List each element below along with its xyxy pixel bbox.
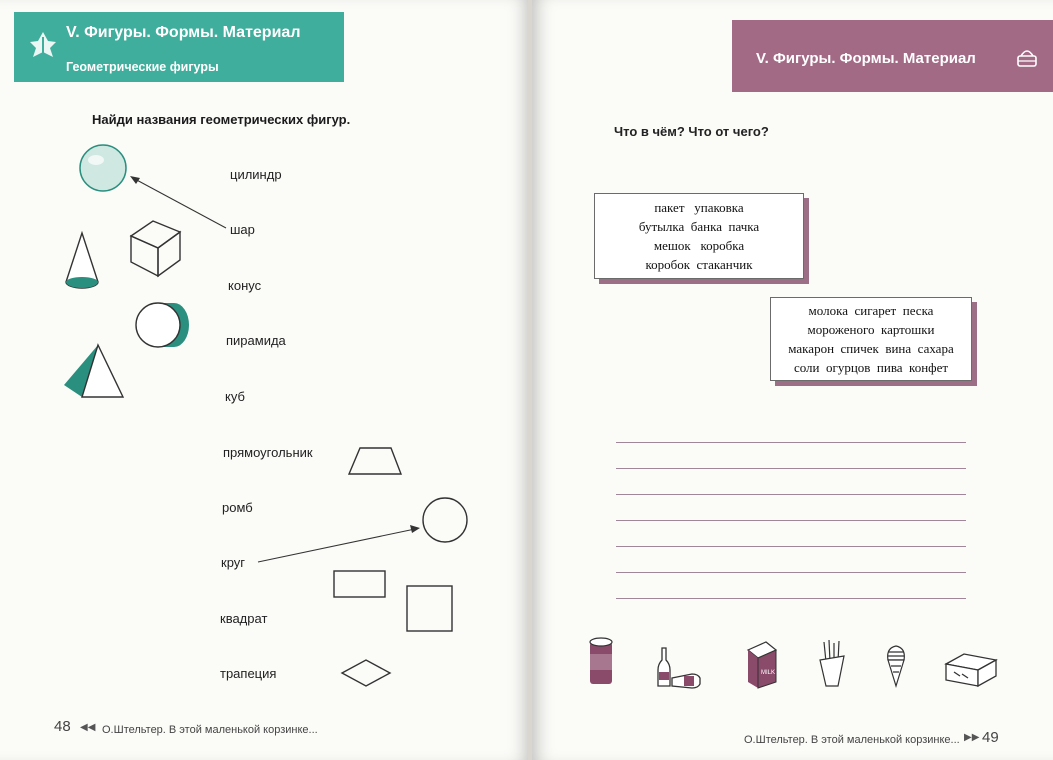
bottles-icon	[658, 648, 700, 688]
word-cube: куб	[225, 389, 245, 404]
containers-word-box	[594, 193, 804, 279]
word-trapezoid: трапеция	[220, 666, 277, 681]
connector-arrowhead	[410, 525, 420, 533]
box-line: бутылка банка пачка	[638, 219, 760, 234]
box-line: пакет упаковка	[654, 200, 744, 215]
cylinder-shape	[136, 303, 189, 347]
basket-emblem-icon	[1014, 44, 1040, 70]
answer-line[interactable]	[616, 468, 966, 469]
circle-shape	[423, 498, 467, 542]
box-line: молока сигарет песка	[808, 303, 934, 318]
milk-carton-icon	[748, 642, 776, 688]
contents-word-box	[770, 297, 972, 381]
right-header-title: V. Фигуры. Формы. Материал	[756, 50, 976, 67]
fries-cup-icon	[820, 640, 844, 686]
word-rectangle: прямоугольник	[223, 445, 313, 460]
box-line: соли огурцов пива конфет	[793, 360, 949, 375]
pyramid-shape	[64, 345, 123, 397]
box-line: мороженого картошки	[807, 322, 935, 337]
right-header-banner	[732, 20, 1053, 92]
next-arrows-icon: ▶▶	[964, 732, 980, 743]
box-line: коробок стаканчик	[645, 257, 753, 272]
word-ball: шар	[230, 222, 255, 237]
can-icon	[590, 638, 612, 684]
word-pyramid: пирамида	[226, 333, 286, 348]
sphere-shape	[80, 145, 126, 191]
footer-text: О.Штельтер. В этой маленькой корзинке...	[102, 724, 318, 736]
cube-shape	[131, 221, 180, 276]
footer-text: О.Штельтер. В этой маленькой корзинке...	[744, 734, 960, 746]
connector-line	[258, 529, 415, 562]
butter-block-icon	[946, 654, 996, 686]
word-square: квадрат	[220, 611, 268, 626]
answer-line[interactable]	[616, 598, 966, 599]
answer-line[interactable]	[616, 494, 966, 495]
word-circle: круг	[221, 555, 246, 570]
left-header-subtitle: Геометрические фигуры	[66, 60, 219, 74]
ice-cream-cone-icon	[888, 646, 905, 686]
connector-line	[133, 178, 226, 228]
question-heading: Что в чём? Что от чего?	[614, 124, 769, 139]
page-number: 49	[982, 729, 999, 746]
trapezoid-shape	[349, 448, 401, 474]
square-shape	[407, 586, 452, 631]
word-cylinder: цилиндр	[230, 167, 282, 182]
word-rhombus: ромб	[222, 500, 253, 515]
cone-shape	[66, 233, 98, 288]
product-icons-row	[532, 620, 1053, 700]
left-header-title: V. Фигуры. Формы. Материал	[66, 24, 301, 41]
answer-line[interactable]	[616, 572, 966, 573]
right-page	[532, 0, 1053, 760]
page-number: 48	[54, 718, 71, 735]
answer-line[interactable]	[616, 546, 966, 547]
word-cone: конус	[228, 278, 262, 293]
box-line: мешок коробка	[653, 238, 745, 253]
prev-arrows-icon: ◀◀	[80, 722, 96, 733]
rhombus-shape	[342, 660, 390, 686]
svg-text:MILK: MILK	[761, 670, 776, 676]
answer-line[interactable]	[616, 442, 966, 443]
rectangle-shape	[334, 571, 385, 597]
box-line: макарон спичек вина сахара	[788, 341, 954, 356]
task-heading: Найди названия геометрических фигур.	[92, 112, 351, 127]
answer-line[interactable]	[616, 520, 966, 521]
connector-arrowhead	[130, 176, 140, 184]
